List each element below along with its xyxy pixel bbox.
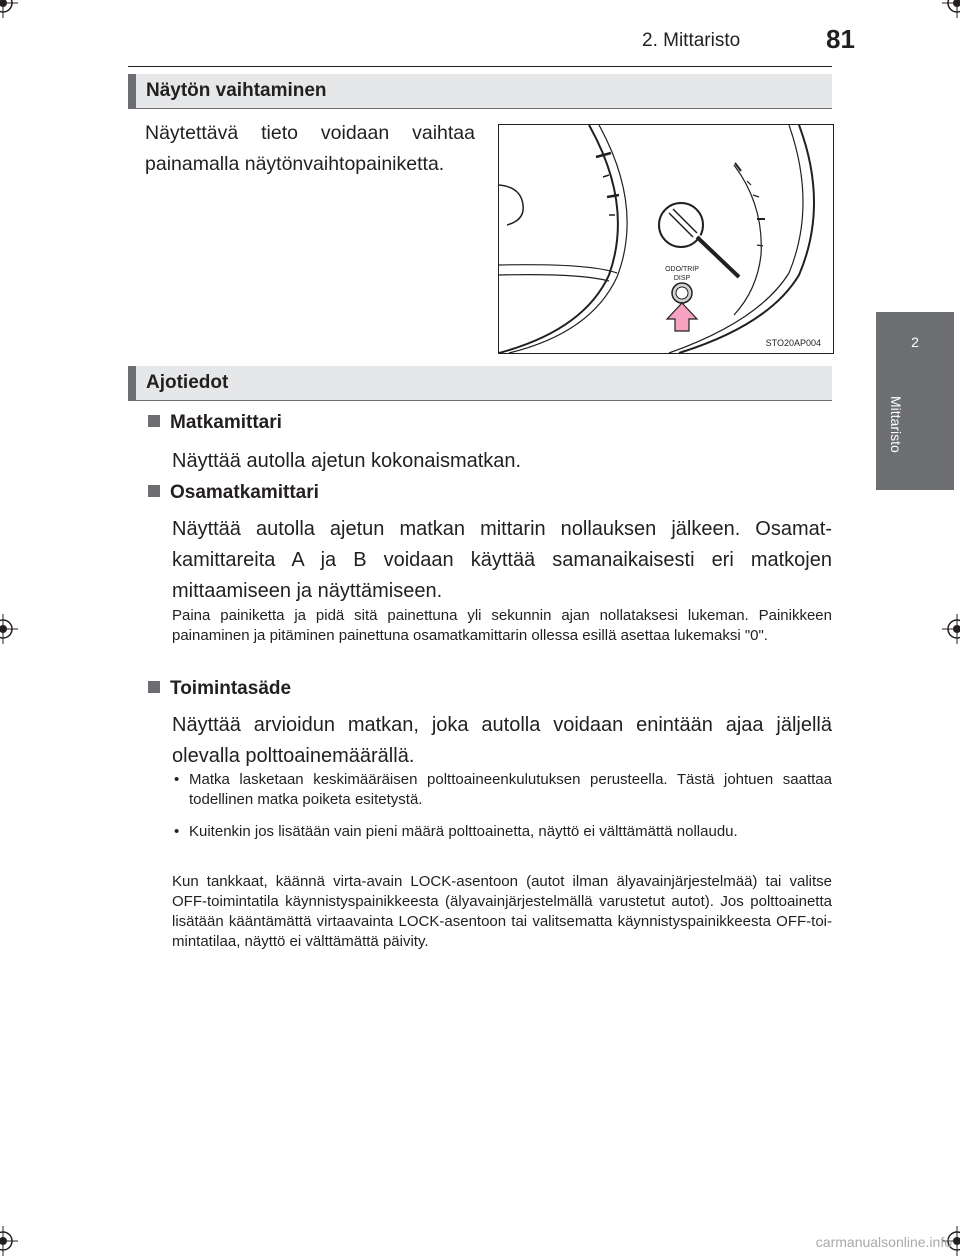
section-header-accent	[128, 366, 136, 400]
instrument-cluster-illustration	[499, 125, 833, 353]
square-bullet-icon	[148, 415, 160, 427]
item-heading-toimintasade	[148, 678, 291, 700]
header-rule	[128, 66, 832, 67]
instrument-cluster-figure	[498, 124, 834, 354]
chapter-tab-number: 2	[911, 334, 919, 350]
item-note: Kun tankkaat, käännä virta-avain LOCK-asentoon (autot ilman älyavainjärjestelmää) tai valitse OFF-toimintatila käynnistyspainikkeesta (älyavainjärjestelmällä varustetut autot). Jos polttoainetta lisätään kääntämättä virtaavainta LOCK-asentoon tai valitsematta käynnistyspainikkeesta OFF-toimintatilaa, näyttö ei välttämättä päivity.	[172, 873, 832, 950]
button-label-disp: DISP	[673, 275, 691, 282]
section-header-nayton-vaihtaminen	[128, 74, 832, 109]
item-heading-osamatkamittari	[148, 482, 319, 504]
chapter-tab	[876, 312, 954, 388]
registration-mark-icon	[942, 0, 960, 18]
registration-mark-icon	[942, 614, 960, 644]
item-heading-matkamittari	[148, 412, 282, 434]
square-bullet-icon	[148, 485, 160, 497]
chapter-tab-label: Mittaristo	[888, 396, 904, 453]
square-bullet-icon	[148, 681, 160, 693]
intro-paragraph: Näytettävä tieto voidaan vaihtaa painamalla näytönvaihtopainiketta.	[145, 122, 475, 175]
section-header-ajotiedot	[128, 366, 832, 401]
item-text: Näyttää autolla ajetun matkan mittarin nollauksen jälkeen. Osamatkamittareita A ja B voidaan käyttää samanaikaisesti eri matkojen mittaamiseen ja näyttämiseen.	[172, 518, 832, 602]
item-heading-text: Toimintasäde	[170, 678, 292, 699]
section-title: Ajotiedot	[146, 372, 229, 393]
list-item-text: Matka lasketaan keskimääräisen polttoaineenkulutuksen perusteella. Tästä johtuen saattaa todellinen matka poiketa esitetystä.	[189, 771, 832, 808]
figure-code: STO20AP004	[765, 338, 821, 348]
page-number: 81	[826, 24, 855, 54]
item-text: Näyttää arvioidun matkan, joka autolla voidaan enintään ajaa jäljellä olevalla polttoainemäärällä.	[172, 714, 832, 767]
running-header-section: 2. Mittaristo	[642, 30, 741, 51]
item-heading-text: Osamatkamittari	[170, 482, 319, 503]
button-label-odo-trip: ODO/TRIP	[665, 266, 699, 273]
registration-mark-icon	[0, 614, 18, 644]
registration-mark-icon	[0, 1226, 18, 1256]
registration-mark-icon	[0, 0, 18, 18]
list-item-text: Kuitenkin jos lisätään vain pieni määrä polttoainetta, näyttö ei välttämättä nollaudu.	[189, 823, 738, 840]
section-title: Näytön vaihtaminen	[146, 80, 327, 101]
item-heading-text: Matkamittari	[170, 412, 282, 433]
list-item	[172, 822, 832, 842]
pointer-arrow-icon	[667, 303, 697, 331]
item-text: Näyttää autolla ajetun kokonaismatkan.	[172, 450, 522, 472]
bullet-glyph: •	[174, 771, 180, 788]
list-item	[172, 770, 832, 810]
watermark: carmanualsonline.info	[815, 1234, 952, 1250]
section-header-accent	[128, 74, 136, 108]
item-note: Paina painiketta ja pidä sitä painettuna yli sekunnin ajan nollataksesi lukeman. Painikkeen painaminen ja pitäminen painettuna osamatkamittarin ollessa esillä asettaa lukemaksi "0".	[172, 607, 832, 644]
bullet-glyph: •	[174, 823, 180, 840]
